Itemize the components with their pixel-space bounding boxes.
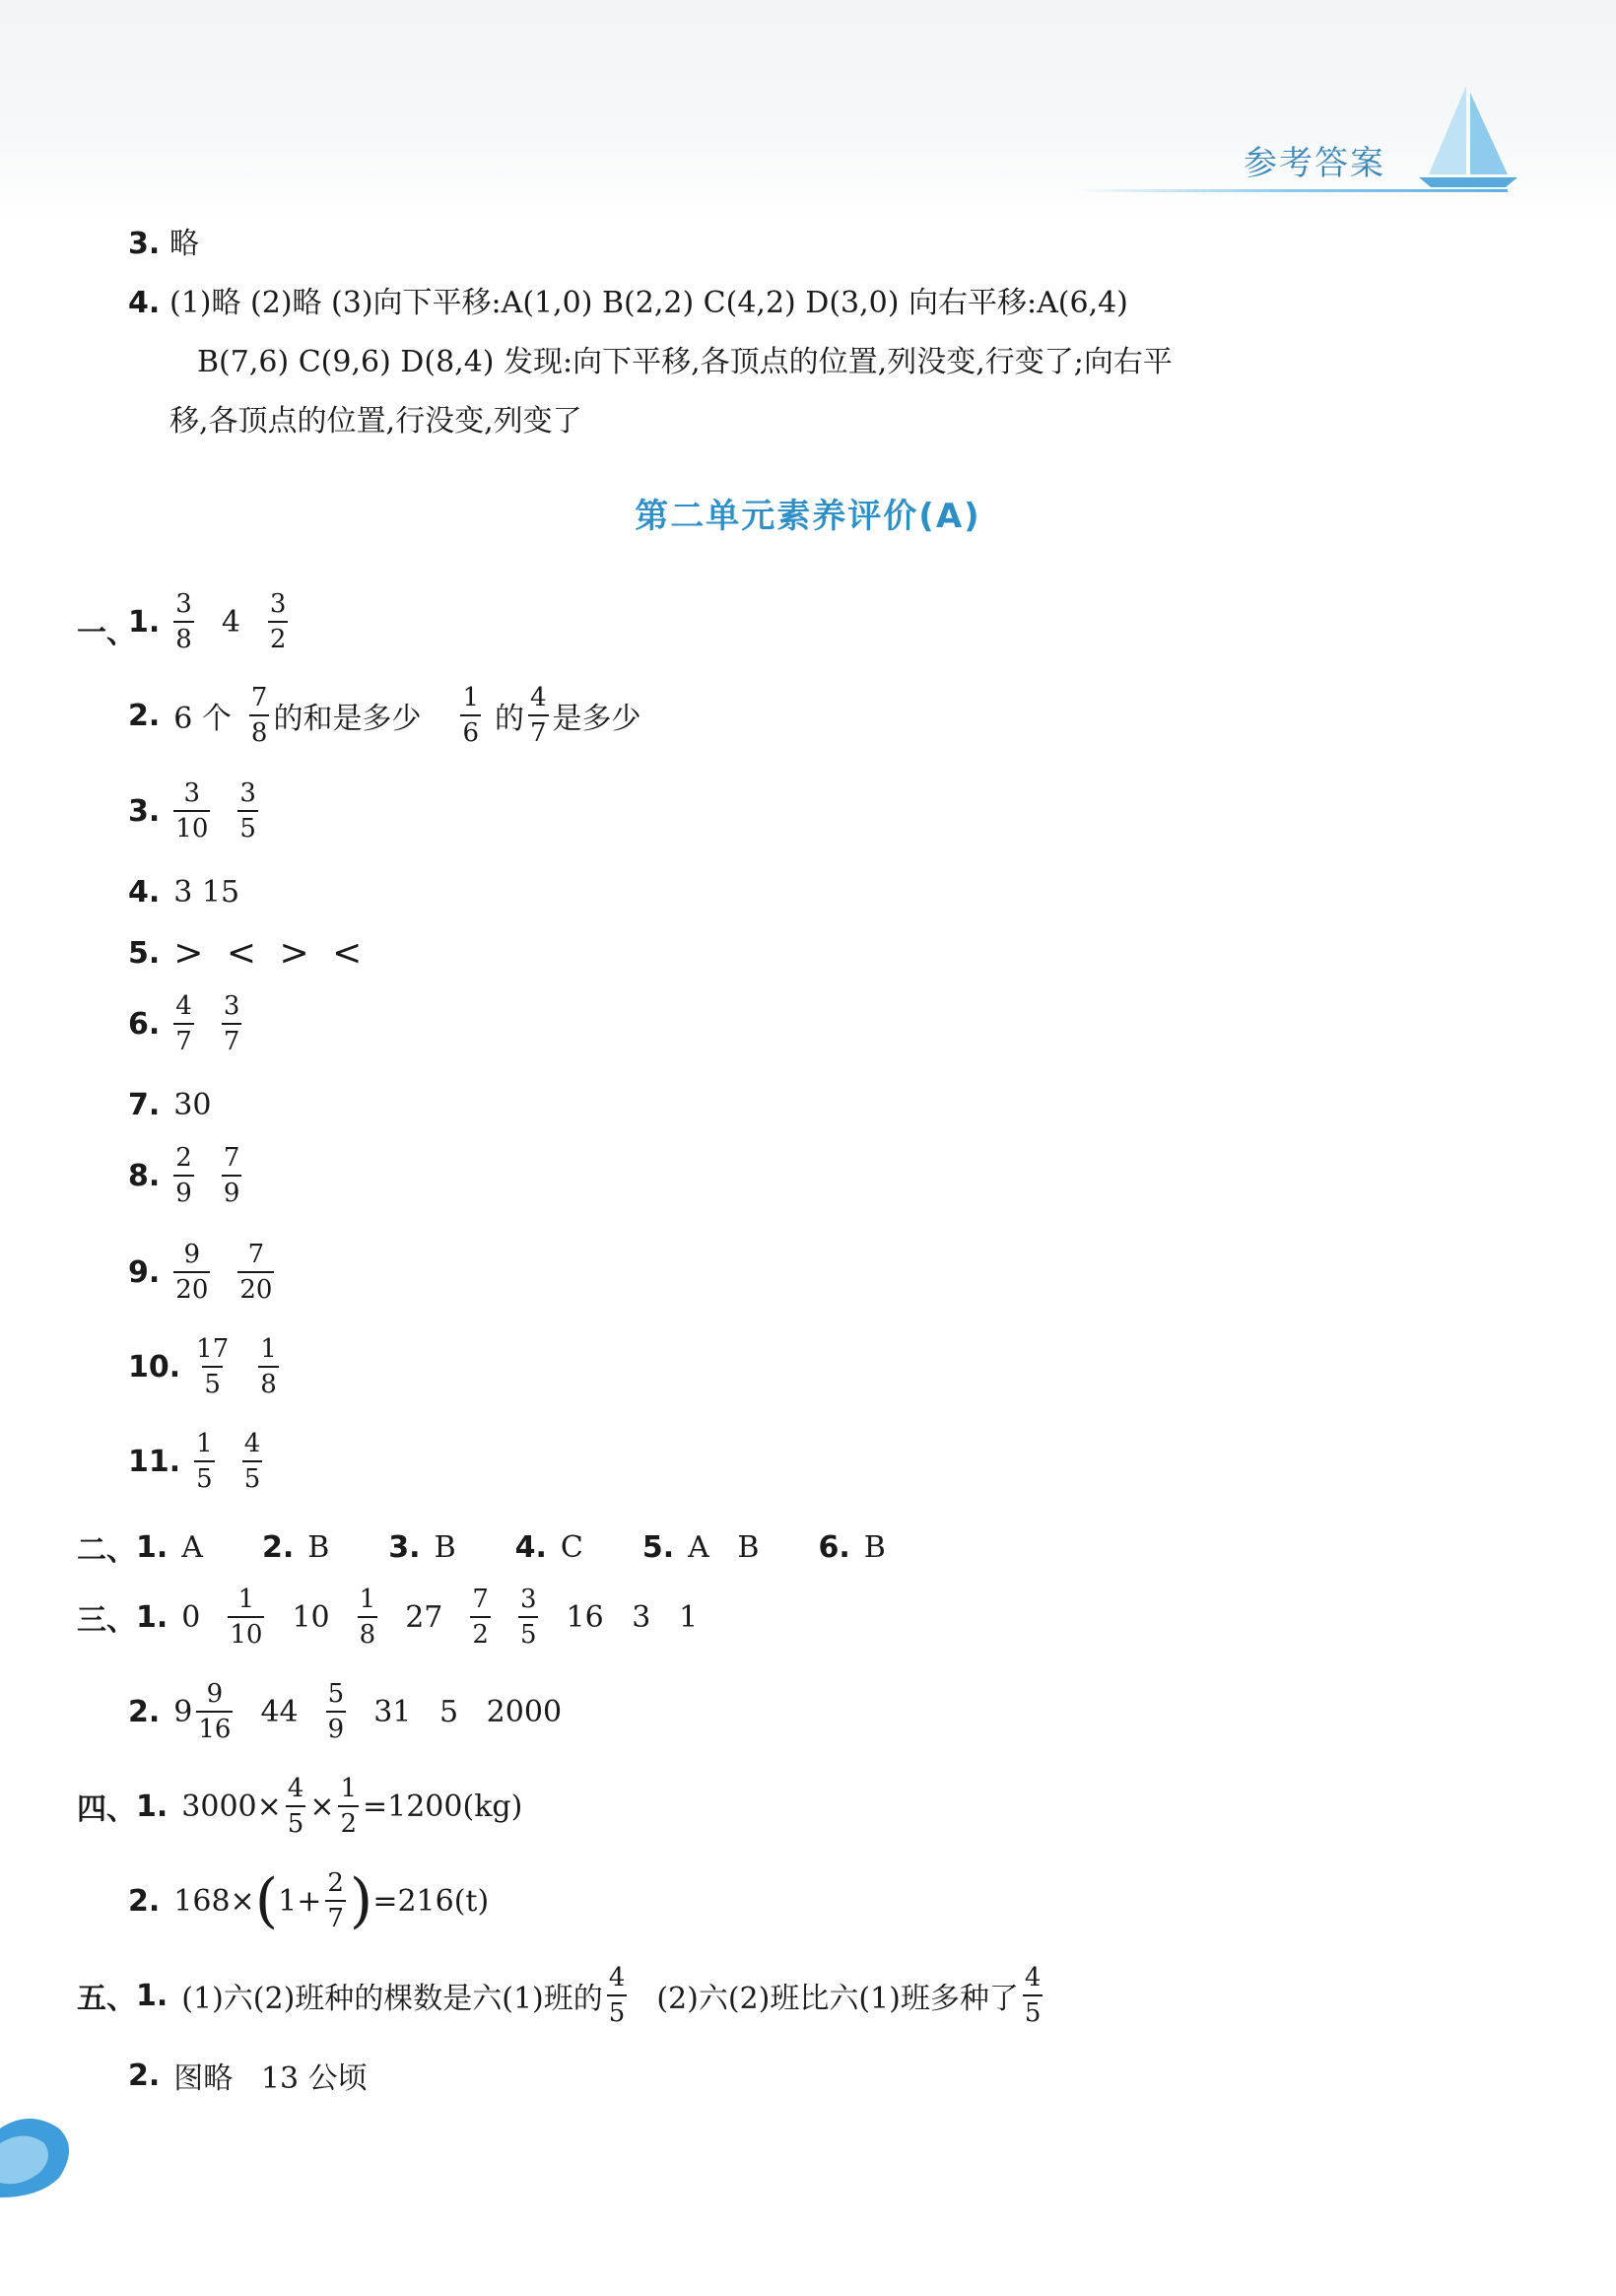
fraction: $\frac{7}{9}$ [223,1143,240,1208]
item-number: 4. [128,875,161,910]
fraction: $\frac{1}{5}$ [196,1429,213,1494]
item-number: 5. [641,1529,675,1565]
right-paren-icon: ) [349,1866,373,1935]
p3-q1 [77,1587,711,1648]
item-number: 2. [128,1694,161,1729]
item-number: 9. [128,1254,161,1290]
fraction: $\frac{7}{8}$ [250,683,268,748]
fraction: $\frac{4}{7}$ [530,683,547,748]
p1-q1 [128,591,302,652]
p4-q1 [77,1776,522,1837]
q4-line2: B(7,6) C(9,6) D(8,4) 发现:向下平移,各顶点的位置,列没变,行变了;向右平 [197,345,1173,379]
header-underline [1074,189,1508,192]
item-number: 1. [136,1789,168,1824]
answer-text: 44 [260,1694,299,1729]
p1-q5 [128,933,381,974]
p1-q10 [128,1336,293,1397]
p1-q8 [128,1145,255,1206]
part1-label: 一、 [77,616,136,650]
answer-text: 27 [405,1599,443,1635]
part2-label: 二、 [77,1533,136,1568]
fraction: $\frac{9}{20}$ [175,1240,209,1305]
header-title: 参考答案 [1244,144,1385,183]
answer-text: × [309,1789,335,1824]
answer-text: 3000× [181,1789,282,1824]
q4-number: 4. [128,286,161,320]
answer-text: A [181,1529,203,1565]
answer-text: 3 15 [173,875,240,910]
item-number: 2. [128,698,161,733]
fraction: $\frac{3}{5}$ [519,1585,537,1650]
answer-text: A B [688,1529,760,1565]
p1-q9 [128,1242,288,1303]
p1-q3 [128,780,272,842]
answer-text: 1+ [278,1883,322,1919]
p3-q2 [128,1681,575,1742]
p1-q2 [128,685,641,746]
answer-text: 9 [173,1694,193,1729]
fraction: $\frac{3}{8}$ [175,589,192,654]
fraction: $\frac{17}{5}$ [196,1334,230,1399]
item-number: 3. [388,1529,421,1565]
answer-text: 的和是多少 [273,702,422,736]
p4-q2 [128,1866,490,1935]
fraction: $\frac{4}{5}$ [1024,1963,1042,2028]
answer-text: B [307,1529,330,1565]
answer-text: =216(t) [372,1883,490,1919]
fraction: $\frac{2}{9}$ [175,1143,192,1208]
answer-text: 30 [173,1088,212,1122]
p1-q7 [128,1088,225,1122]
q3-answer: 略 [169,227,199,261]
part5-label: 五、 [77,1982,136,2016]
fraction: $\frac{1}{6}$ [462,683,479,748]
answer-text: > < > < [173,933,369,974]
item-number: 11. [128,1444,181,1479]
fraction: $\frac{4}{5}$ [287,1774,304,1839]
fraction: $\frac{1}{8}$ [260,1334,277,1399]
answer-text: B [863,1529,886,1565]
item-number: 2. [128,1883,161,1919]
part2-row [77,1525,900,1569]
item-number: 2. [128,2058,161,2093]
fraction: $\frac{3}{7}$ [223,991,240,1056]
q4-line3: 移,各顶点的位置,行没变,列变了 [169,404,582,439]
q3-number: 3. [128,227,161,261]
item-number: 3. [128,793,161,829]
fraction: $\frac{7}{2}$ [472,1585,489,1650]
item-number: 8. [128,1158,161,1193]
fraction: $\frac{2}{7}$ [327,1868,344,1933]
q4-line1: (1)略 (2)略 (3)向下平移:A(1,0) B(2,2) C(4,2) D(3,0) 向右平移:A(6,4) [169,286,1128,320]
answer-text: 图略 13 公顷 [173,2061,368,2096]
fraction: $\frac{4}{5}$ [243,1429,261,1494]
fraction: $\frac{3}{2}$ [269,589,287,654]
wave-corner-icon [0,2109,79,2197]
answer-text: (1)六(2)班种的棵数是六(1)班的 [181,1982,603,2016]
p5-q2 [128,2054,381,2097]
answer-text: 4 [221,604,240,640]
fraction: $\frac{1}{2}$ [340,1774,357,1839]
answer-text: 是多少 [552,702,641,736]
item-number: 4. [514,1529,547,1565]
part4-label: 四、 [77,1792,136,1827]
p5-q1 [77,1965,1046,2026]
answer-text: B [434,1529,456,1565]
answer-text: 31 5 2000 [373,1694,563,1729]
fraction: $\frac{1}{10}$ [230,1585,263,1650]
item-number: 5. [128,936,161,971]
sailboat-icon [1409,81,1527,189]
answer-text: 6 个 [173,702,232,736]
part3-label: 三、 [77,1603,136,1638]
item-number: 7. [128,1088,161,1122]
answer-text: 10 [292,1599,330,1635]
answer-text: (2)六(2)班比六(1)班多种了 [656,1982,1019,2016]
fraction: $\frac{5}{9}$ [327,1679,345,1744]
answer-text: =1200(kg) [363,1789,523,1824]
fraction: $\frac{1}{8}$ [359,1585,376,1650]
fraction: $\frac{7}{20}$ [239,1240,273,1305]
fraction: $\frac{4}{5}$ [608,1963,626,2028]
answer-text: 16 3 1 [566,1599,699,1635]
p1-q4 [128,875,253,910]
answer-text: 的 [495,702,524,736]
item-number: 1. [128,604,161,640]
p1-q11 [128,1431,276,1492]
p1-q6 [128,993,255,1054]
answer-text: C [560,1529,583,1565]
item-number: 1. [136,1978,168,2013]
fraction: $\frac{3}{10}$ [175,778,209,844]
fraction: $\frac{3}{5}$ [239,778,256,844]
item-number: 1. [136,1529,168,1565]
header-band [0,0,1616,227]
answer-text: 0 [181,1599,201,1635]
item-number: 6. [818,1529,850,1565]
section-title: 第二单元素养评价(A) [635,497,981,536]
left-paren-icon: ( [254,1866,279,1935]
item-number: 1. [136,1599,168,1635]
answer-text: 168× [173,1883,255,1919]
fraction: $\frac{9}{16}$ [198,1679,232,1744]
fraction: $\frac{4}{7}$ [175,991,192,1056]
item-number: 2. [261,1529,295,1565]
item-number: 6. [128,1006,161,1042]
item-number: 10. [128,1349,181,1384]
